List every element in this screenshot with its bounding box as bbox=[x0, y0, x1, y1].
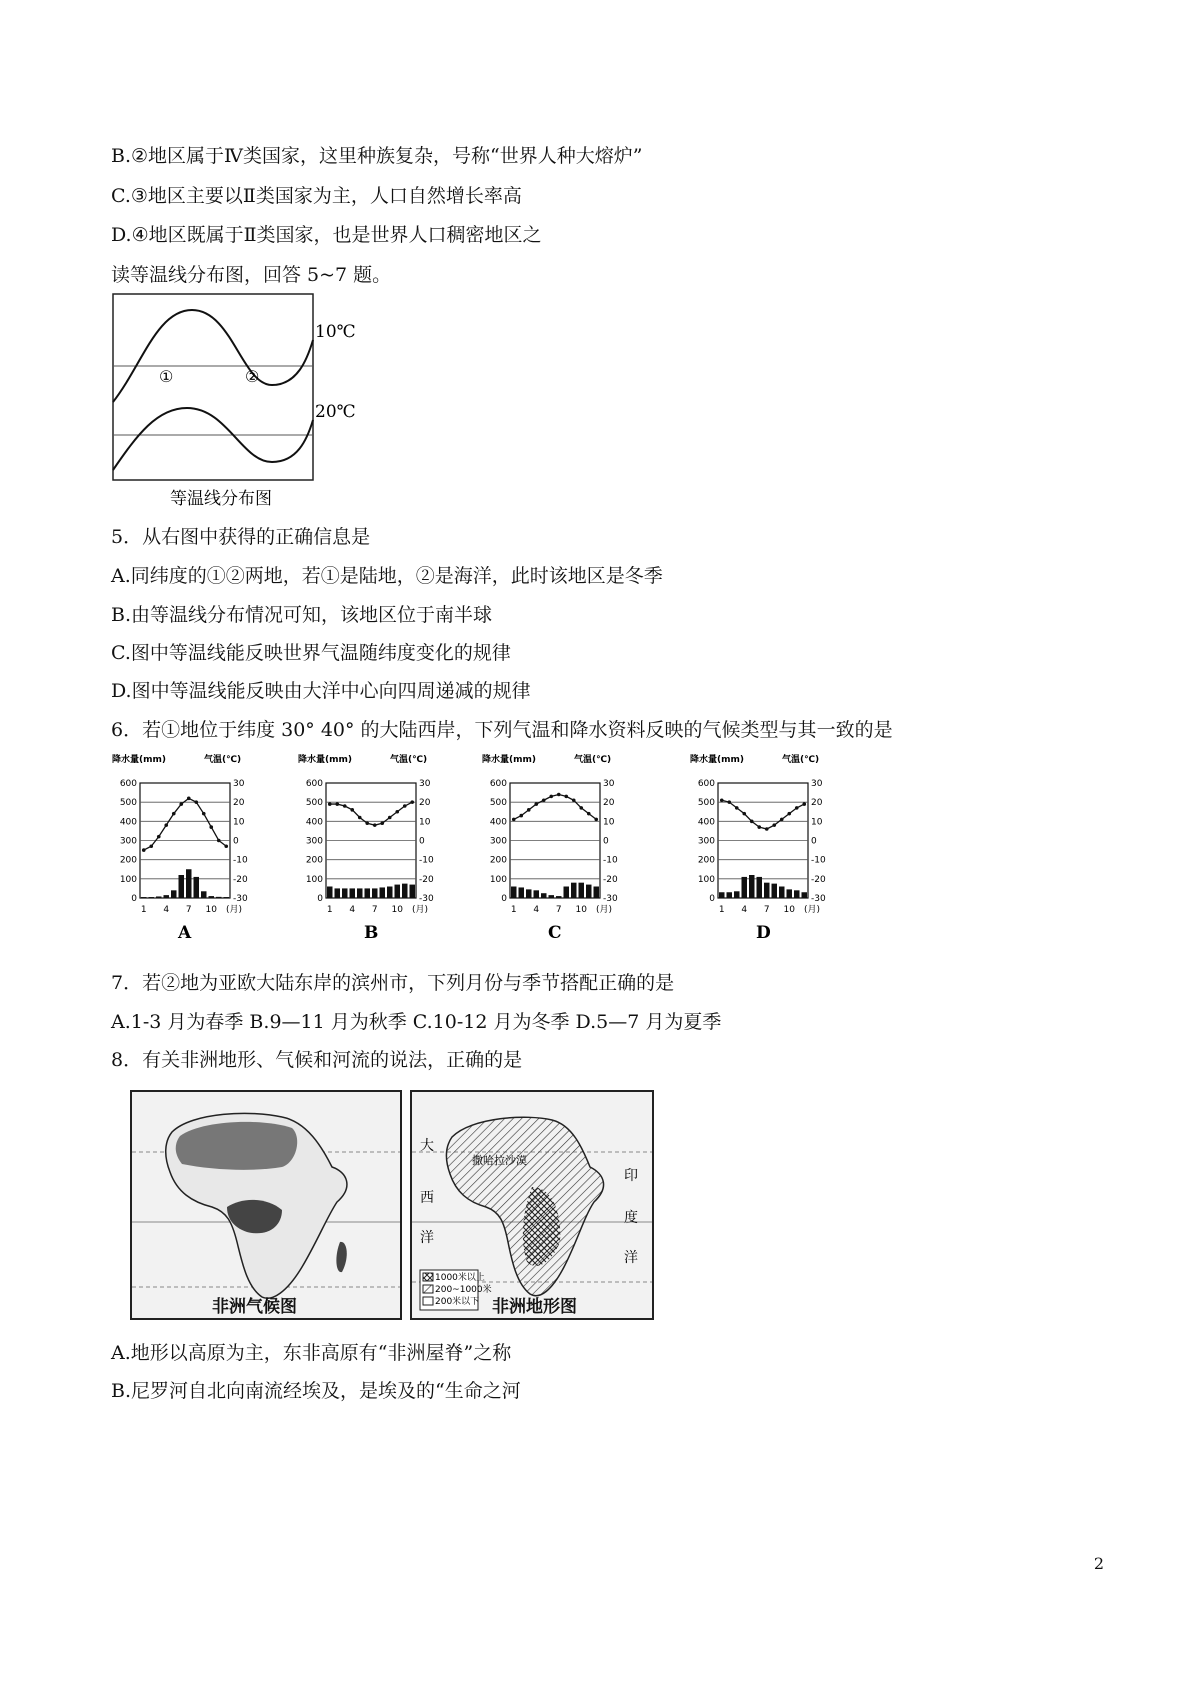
question-5: 5．从右图中获得的正确信息是 bbox=[111, 526, 371, 548]
precip-tick: 0 bbox=[131, 894, 137, 904]
precip-bar bbox=[350, 888, 356, 898]
precip-tick: 100 bbox=[697, 874, 715, 885]
climate-chart-d bbox=[690, 748, 860, 948]
temp-point bbox=[757, 825, 761, 829]
isotherm-figure bbox=[112, 290, 372, 520]
temp-point bbox=[350, 808, 354, 812]
page-number: 2 bbox=[1093, 1554, 1104, 1573]
precip-bar bbox=[749, 875, 755, 898]
precip-tick: 100 bbox=[489, 874, 507, 885]
precip-tick: 500 bbox=[119, 798, 137, 809]
ocean-xi: 西 bbox=[420, 1190, 434, 1206]
temp-point bbox=[209, 825, 213, 829]
temp-point bbox=[787, 812, 791, 816]
africa-climate-map bbox=[130, 1090, 402, 1320]
month-tick: 7 bbox=[371, 905, 378, 915]
option-5a: A.同纬度的①②两地，若①是陆地，②是海洋，此时该地区是冬季 bbox=[111, 565, 663, 587]
option-8a: A.地形以高原为主，东非高原有“非洲屋脊”之称 bbox=[111, 1342, 512, 1364]
precip-bar bbox=[772, 884, 778, 898]
precip-axis-title: 降水量(mm) bbox=[112, 755, 166, 765]
temp-point bbox=[750, 820, 754, 824]
temp-tick: 0 bbox=[603, 836, 609, 847]
question-7: 7．若②地为亚欧大陆东岸的滨州市，下列月份与季节搭配正确的是 bbox=[111, 972, 675, 994]
precip-tick: 300 bbox=[119, 836, 137, 847]
isotherm-20c bbox=[113, 408, 313, 470]
temp-point bbox=[224, 844, 228, 848]
isotherm-frame bbox=[113, 294, 313, 480]
temp-tick: 0 bbox=[419, 836, 425, 847]
temp-tick: 30 bbox=[811, 779, 823, 789]
ocean-yin: 印 bbox=[624, 1168, 638, 1184]
temp-tick: 20 bbox=[419, 798, 431, 809]
ocean-yang: 洋 bbox=[420, 1230, 434, 1246]
precip-tick: 200 bbox=[305, 855, 323, 866]
precip-bar bbox=[787, 889, 793, 898]
temp-point bbox=[358, 816, 362, 820]
precip-bar bbox=[141, 897, 147, 898]
month-tick: 4 bbox=[163, 905, 170, 915]
temp-point bbox=[795, 806, 799, 810]
temp-point bbox=[335, 802, 339, 806]
precip-bar bbox=[395, 885, 401, 898]
climate-chart-c bbox=[482, 748, 652, 948]
precip-tick: 200 bbox=[119, 855, 137, 866]
precip-bar bbox=[186, 869, 192, 898]
precip-bar bbox=[164, 895, 170, 898]
temp-tick: -10 bbox=[419, 855, 434, 866]
precip-bar bbox=[519, 887, 525, 898]
precip-bar bbox=[201, 891, 207, 898]
temp-point bbox=[403, 804, 407, 808]
temp-point bbox=[194, 800, 198, 804]
temp-tick: 20 bbox=[811, 798, 823, 809]
temp-point bbox=[727, 800, 731, 804]
precip-bar bbox=[534, 890, 540, 898]
temp-tick: -30 bbox=[603, 894, 618, 904]
temp-point bbox=[542, 798, 546, 802]
month-tick: 10 bbox=[205, 905, 217, 915]
temp-tick: -20 bbox=[603, 874, 618, 885]
isotherm-10c bbox=[113, 310, 313, 402]
temp-point bbox=[380, 821, 384, 825]
precip-bar bbox=[342, 888, 348, 898]
precip-bar bbox=[335, 888, 341, 898]
temp-tick: 10 bbox=[603, 817, 615, 828]
precip-bar bbox=[541, 893, 547, 898]
temp-axis-title: 气温(℃) bbox=[574, 755, 612, 765]
precip-tick: 0 bbox=[501, 894, 507, 904]
month-unit: (月) bbox=[412, 905, 429, 915]
ocean-da: 大 bbox=[420, 1138, 434, 1154]
instruction-5-7: 读等温线分布图，回答 5~7 题。 bbox=[111, 264, 392, 286]
precip-bar bbox=[742, 877, 748, 898]
month-tick: 1 bbox=[140, 905, 147, 915]
precip-tick: 200 bbox=[489, 855, 507, 866]
temp-tick: 20 bbox=[603, 798, 615, 809]
temp-point bbox=[765, 827, 769, 831]
precip-bar bbox=[727, 892, 733, 898]
precip-bar bbox=[156, 896, 162, 898]
temp-tick: -30 bbox=[233, 894, 248, 904]
temp-point bbox=[172, 812, 176, 816]
option-4d: D.④地区既属于Ⅱ类国家，也是世界人口稠密地区之 bbox=[111, 224, 542, 246]
temp-point bbox=[373, 823, 377, 827]
precip-tick: 500 bbox=[489, 798, 507, 809]
temp-axis-title: 气温(℃) bbox=[204, 755, 242, 765]
precip-bar bbox=[779, 887, 785, 899]
precip-tick: 300 bbox=[305, 836, 323, 847]
precip-bar bbox=[757, 877, 763, 898]
temp-line bbox=[514, 795, 597, 820]
temp-point bbox=[572, 798, 576, 802]
month-tick: 7 bbox=[555, 905, 562, 915]
precip-tick: 400 bbox=[119, 817, 137, 828]
temp-tick: 20 bbox=[233, 798, 245, 809]
temp-point bbox=[720, 798, 724, 802]
temp-point bbox=[587, 812, 591, 816]
precip-tick: 600 bbox=[305, 779, 323, 789]
temp-point bbox=[187, 797, 191, 801]
precip-bar bbox=[794, 890, 800, 898]
temp-point bbox=[179, 802, 183, 806]
temp-point bbox=[742, 812, 746, 816]
temp-tick: 30 bbox=[419, 779, 431, 789]
precip-bar bbox=[149, 897, 155, 898]
temp-point bbox=[157, 835, 161, 839]
temp-point bbox=[149, 844, 153, 848]
legend-high: 1000米以上 bbox=[435, 1273, 485, 1283]
temp-line bbox=[722, 800, 805, 829]
month-tick: 10 bbox=[391, 905, 403, 915]
ocean-yang2: 洋 bbox=[624, 1250, 638, 1266]
question-6: 6．若①地位于纬度 30° 40° 的大陆西岸，下列气温和降水资料反映的气候类型与其一致的是 bbox=[111, 719, 893, 741]
precip-bar bbox=[380, 887, 386, 898]
temp-tick: -30 bbox=[811, 894, 826, 904]
precip-bar bbox=[586, 885, 592, 898]
temp-point bbox=[395, 810, 399, 814]
precip-axis-title: 降水量(mm) bbox=[690, 755, 744, 765]
precip-bar bbox=[171, 890, 177, 898]
precip-tick: 600 bbox=[489, 779, 507, 789]
legend-low: 200米以下 bbox=[435, 1297, 480, 1307]
temp-tick: -20 bbox=[811, 874, 826, 885]
precip-tick: 100 bbox=[119, 874, 137, 885]
chart-label: A bbox=[178, 923, 192, 943]
temp-tick: 10 bbox=[811, 817, 823, 828]
option-5b: B.由等温线分布情况可知，该地区位于南半球 bbox=[111, 604, 493, 626]
precip-bar bbox=[179, 875, 185, 898]
temp-tick: 30 bbox=[603, 779, 615, 789]
climate-chart-a bbox=[112, 748, 282, 948]
precip-bar bbox=[372, 888, 378, 898]
temp-point bbox=[343, 804, 347, 808]
precip-bar bbox=[365, 888, 371, 898]
temp-tick: -10 bbox=[811, 855, 826, 866]
month-tick: 4 bbox=[349, 905, 356, 915]
precip-bar bbox=[209, 896, 215, 898]
temp-tick: 0 bbox=[233, 836, 239, 847]
precip-bar bbox=[526, 889, 532, 898]
temp-tick: -20 bbox=[419, 874, 434, 885]
precip-bar bbox=[402, 884, 408, 898]
label-10c: 10℃ bbox=[315, 322, 356, 342]
temp-tick: 10 bbox=[233, 817, 245, 828]
option-8b: B.尼罗河自北向南流经埃及，是埃及的“生命之河 bbox=[111, 1380, 521, 1402]
question-8: 8．有关非洲地形、气候和河流的说法，正确的是 bbox=[111, 1049, 523, 1071]
temp-tick: 10 bbox=[419, 817, 431, 828]
month-tick: 1 bbox=[326, 905, 333, 915]
precip-bar bbox=[194, 877, 200, 898]
temp-point bbox=[388, 816, 392, 820]
temp-point bbox=[579, 806, 583, 810]
africa-terrain-svg bbox=[412, 1092, 652, 1318]
precip-bar bbox=[216, 897, 222, 898]
temp-point bbox=[735, 806, 739, 810]
precip-tick: 200 bbox=[697, 855, 715, 866]
temp-tick: -30 bbox=[419, 894, 434, 904]
temp-tick: -20 bbox=[233, 874, 248, 885]
precip-bar bbox=[410, 885, 416, 898]
temp-point bbox=[519, 814, 523, 818]
temp-line bbox=[144, 798, 227, 850]
month-tick: 10 bbox=[783, 905, 795, 915]
precip-axis-title: 降水量(mm) bbox=[482, 755, 536, 765]
precip-tick: 300 bbox=[489, 836, 507, 847]
temp-point bbox=[328, 802, 332, 806]
terrain-map-title: 非洲地形图 bbox=[492, 1297, 577, 1317]
precip-bar bbox=[764, 883, 770, 898]
point-2-label: ② bbox=[245, 367, 260, 386]
precip-bar bbox=[564, 887, 570, 899]
month-tick: 7 bbox=[763, 905, 770, 915]
month-unit: (月) bbox=[226, 905, 243, 915]
temp-point bbox=[202, 812, 206, 816]
temp-point bbox=[527, 808, 531, 812]
temp-point bbox=[772, 823, 776, 827]
temp-tick: -10 bbox=[233, 855, 248, 866]
precip-tick: 0 bbox=[317, 894, 323, 904]
temp-tick: 0 bbox=[811, 836, 817, 847]
month-tick: 1 bbox=[718, 905, 725, 915]
point-1-label: ① bbox=[159, 367, 174, 386]
africa-climate-svg bbox=[132, 1092, 400, 1318]
legend-mid: 200~1000米 bbox=[435, 1285, 492, 1295]
precip-tick: 300 bbox=[697, 836, 715, 847]
chart-label: C bbox=[548, 923, 562, 943]
precip-bar bbox=[327, 887, 333, 899]
temp-point bbox=[217, 839, 221, 843]
temp-point bbox=[142, 848, 146, 852]
precip-bar bbox=[734, 891, 740, 898]
temp-point bbox=[564, 795, 568, 799]
temp-point bbox=[164, 823, 168, 827]
precip-tick: 400 bbox=[305, 817, 323, 828]
ocean-du: 度 bbox=[624, 1210, 638, 1226]
isotherm-caption: 等温线分布图 bbox=[170, 489, 272, 509]
precip-tick: 0 bbox=[709, 894, 715, 904]
chart-label: D bbox=[756, 923, 771, 943]
precip-bar bbox=[224, 897, 230, 898]
month-tick: 4 bbox=[533, 905, 540, 915]
temp-point bbox=[534, 802, 538, 806]
month-unit: (月) bbox=[804, 905, 821, 915]
precip-bar bbox=[357, 888, 363, 898]
precip-tick: 600 bbox=[697, 779, 715, 789]
temp-axis-title: 气温(℃) bbox=[390, 755, 428, 765]
temp-point bbox=[549, 795, 553, 799]
temp-tick: -10 bbox=[603, 855, 618, 866]
precip-tick: 100 bbox=[305, 874, 323, 885]
month-tick: 10 bbox=[575, 905, 587, 915]
precip-axis-title: 降水量(mm) bbox=[298, 755, 352, 765]
precip-tick: 600 bbox=[119, 779, 137, 789]
label-20c: 20℃ bbox=[315, 402, 356, 422]
precip-bar bbox=[579, 883, 585, 898]
temp-point bbox=[365, 821, 369, 825]
precip-bar bbox=[802, 892, 808, 898]
temp-tick: 30 bbox=[233, 779, 245, 789]
temp-point bbox=[802, 802, 806, 806]
temp-point bbox=[780, 818, 784, 822]
temp-point bbox=[512, 818, 516, 822]
precip-tick: 400 bbox=[697, 817, 715, 828]
option-5c: C.图中等温线能反映世界气温随纬度变化的规律 bbox=[111, 642, 511, 664]
month-tick: 4 bbox=[741, 905, 748, 915]
temp-point bbox=[410, 800, 414, 804]
option-4b: B.②地区属于Ⅳ类国家，这里种族复杂，号称“世界人种大熔炉” bbox=[111, 145, 643, 167]
precip-tick: 500 bbox=[305, 798, 323, 809]
temp-point bbox=[557, 793, 561, 797]
month-tick: 1 bbox=[510, 905, 517, 915]
option-5d: D.图中等温线能反映由大洋中心向四周递减的规律 bbox=[111, 680, 531, 702]
temp-axis-title: 气温(℃) bbox=[782, 755, 820, 765]
climate-chart-b bbox=[298, 748, 468, 948]
precip-tick: 500 bbox=[697, 798, 715, 809]
precip-bar bbox=[511, 887, 517, 899]
month-unit: (月) bbox=[596, 905, 613, 915]
precip-bar bbox=[387, 887, 393, 899]
precip-tick: 400 bbox=[489, 817, 507, 828]
chart-label: B bbox=[364, 923, 379, 943]
temp-point bbox=[594, 818, 598, 822]
precip-bar bbox=[571, 883, 577, 898]
precip-bar bbox=[549, 895, 555, 898]
climate-map-title: 非洲气候图 bbox=[212, 1297, 297, 1317]
month-tick: 7 bbox=[185, 905, 192, 915]
option-4c: C.③地区主要以Ⅱ类国家为主，人口自然增长率高 bbox=[111, 185, 522, 207]
africa-terrain-map bbox=[410, 1090, 654, 1320]
sahara-label: 撒哈拉沙漠 bbox=[472, 1154, 527, 1167]
question-7-options: A.1-3 月为春季 B.9—11 月为秋季 C.10-12 月为冬季 D.5—7 月为夏季 bbox=[111, 1011, 722, 1033]
precip-bar bbox=[594, 887, 600, 899]
precip-bar bbox=[556, 896, 562, 898]
precip-bar bbox=[719, 892, 725, 898]
